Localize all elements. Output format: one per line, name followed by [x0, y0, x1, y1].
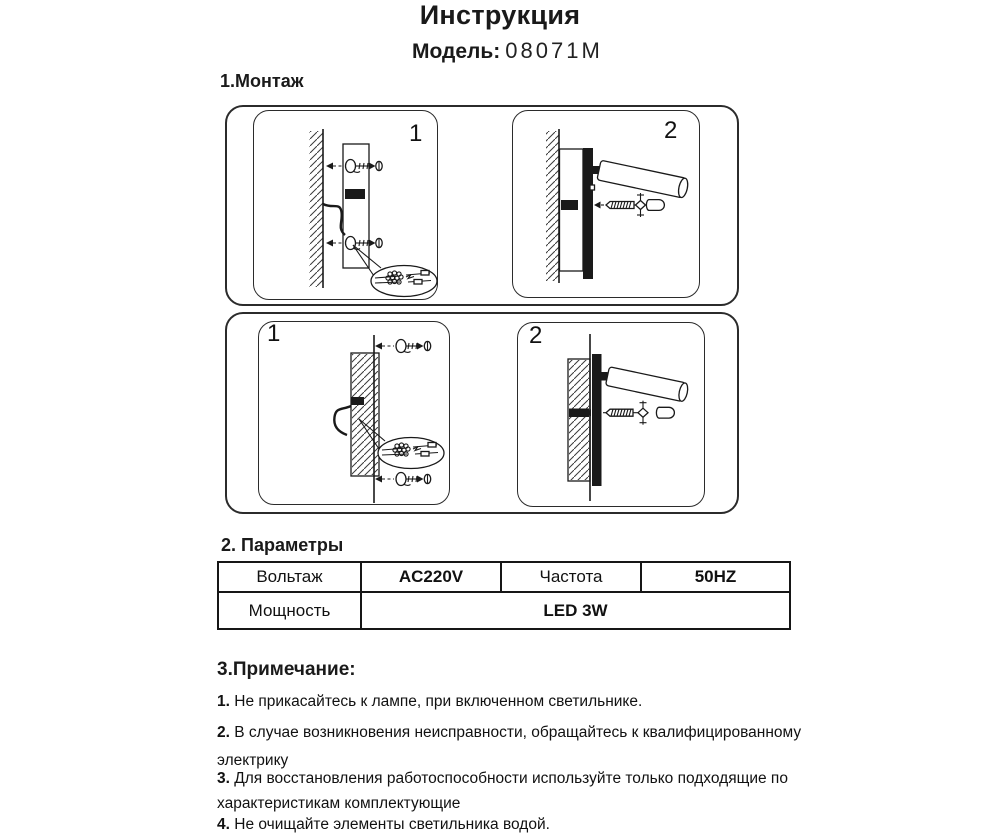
power-wire: [323, 204, 345, 235]
figure-number-step2-upper: 2: [664, 117, 678, 144]
wall-plate-wiring-diagram: [259, 322, 451, 506]
voltage-label-cell: Вольтаж: [218, 562, 361, 592]
note-text: Для восстановления работоспособности используйте только подходящие по характеристикам комплектующие: [217, 770, 788, 812]
figure-number-step1-upper: 1: [409, 120, 423, 147]
voltage-value-cell: AC220V: [361, 562, 501, 592]
terminal-block: [351, 397, 364, 405]
note-text: Не очищайте элементы светильника водой.: [234, 816, 550, 833]
parameters-heading: 2. Параметры: [221, 535, 344, 555]
model-line: [412, 38, 603, 64]
screw-lower: [375, 473, 431, 486]
diagram-step1-lower: [258, 321, 450, 505]
power-wire: [334, 406, 351, 435]
note-item: [217, 813, 815, 833]
power-value-cell: LED 3W: [361, 592, 790, 629]
note-number: 4.: [217, 816, 230, 833]
wall-hatching: [546, 131, 559, 281]
note-item: [217, 690, 815, 714]
mounting-bar: [583, 148, 593, 279]
figure-number-step2-lower: 2: [529, 322, 543, 349]
parameters-table: [217, 561, 791, 630]
lamp-tube: [597, 160, 689, 198]
frequency-value-cell: 50HZ: [641, 562, 790, 592]
note-text: Не прикасайтесь к лампе, при включенном светильнике.: [234, 693, 643, 710]
note-text: В случае возникновения неисправности, обращайтесь к квалифицированному электрику: [217, 724, 802, 769]
lamp-mounting-diagram: [518, 323, 706, 508]
anchor-screw: [594, 193, 664, 217]
lamp-tube: [606, 367, 690, 403]
wall-hatching: [569, 360, 589, 480]
diagram-step2-lower: [517, 322, 705, 507]
screw-upper: [326, 160, 382, 173]
montage-heading: 1.Монтаж: [220, 71, 304, 91]
page-title: Инструкция: [419, 0, 581, 30]
note-item: [217, 766, 815, 816]
notes-heading: 3.Примечание:: [217, 659, 356, 680]
note-number: 3.: [217, 770, 230, 787]
note-number: 1.: [217, 693, 230, 710]
terminal-block: [345, 189, 365, 199]
wall-socket: [561, 200, 578, 210]
mounting-bar: [592, 354, 602, 486]
wall-hatching: [310, 131, 324, 287]
model-value: 08071M: [505, 38, 603, 63]
model-label: Модель:: [412, 40, 501, 63]
power-label-cell: Мощность: [218, 592, 361, 629]
figure-number-step1-lower: 1: [267, 320, 281, 347]
wire-connector-callout: [371, 266, 437, 297]
frequency-label-cell: Частота: [501, 562, 641, 592]
screw-upper: [375, 340, 431, 353]
note-number: 2.: [217, 724, 230, 741]
wire-connector-callout: [378, 438, 444, 469]
